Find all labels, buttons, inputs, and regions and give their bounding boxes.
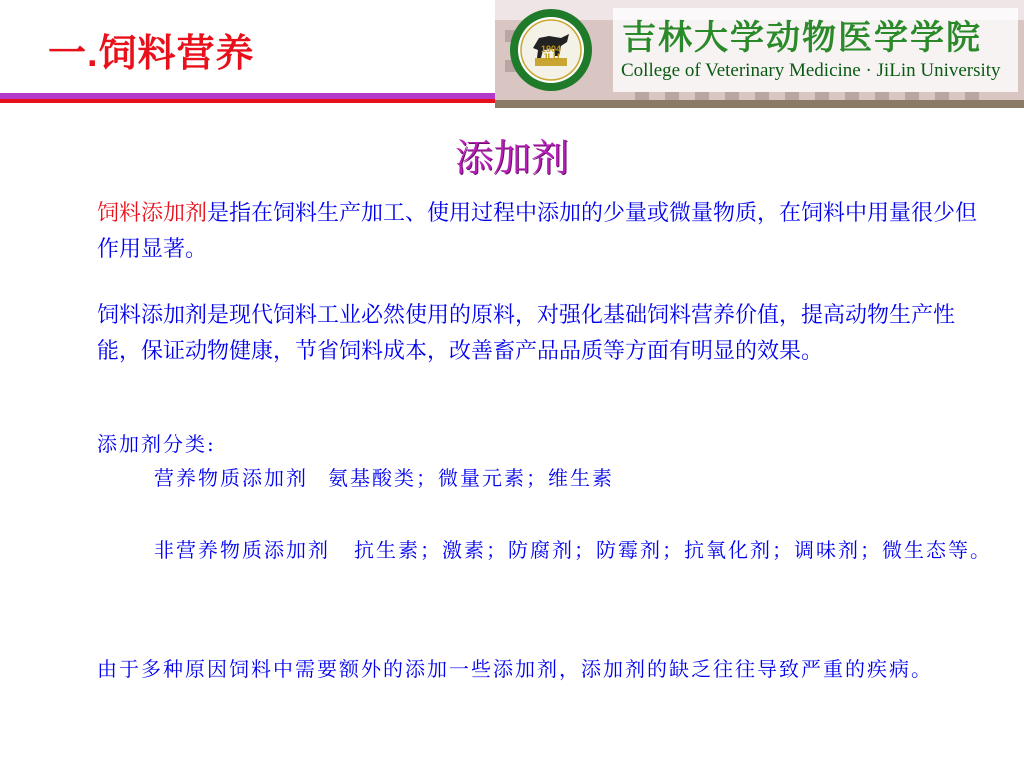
non-nutritive-items: 抗生素；激素；防腐剂；防霉剂；抗氧化剂；调味剂；微生态等。 (354, 538, 992, 562)
college-name-en: College of Veterinary Medicine · JiLin University (621, 60, 1001, 81)
emblem-year: 1904 (540, 44, 562, 54)
nutritive-label: 营养物质添加剂 (154, 466, 308, 490)
definition-paragraph (97, 196, 997, 268)
underline-stripe-red (0, 99, 548, 103)
college-banner (495, 0, 1024, 108)
emblem-abbr: JLU (542, 52, 560, 62)
non-nutritive-additives-row (97, 534, 997, 566)
definition-term: 饲料添加剂 (97, 201, 208, 226)
importance-paragraph: 饲料添加剂是现代饲料工业必然使用的原料，对强化基础饲料营养价值，提高动物生产性能，保证动物健康，节省饲料成本，改善畜产品品质等方面有明显的效果。 (97, 303, 956, 364)
slide-heading: 添加剂 (454, 136, 569, 180)
definition-text: 是指在饲料生产加工、使用过程中添加的少量或微量物质，在饲料中用量很少但作用显著。 (97, 201, 978, 262)
nutritive-additives-row (154, 462, 614, 491)
college-name-cn: 吉林大学动物医学学院 (622, 18, 982, 58)
classification-title: 添加剂分类: (97, 432, 216, 456)
nutritive-items: 氨基酸类；微量元素；维生素 (328, 466, 614, 490)
title-underline-bar (0, 93, 548, 105)
section-title: 一.饲料营养 (48, 33, 255, 75)
non-nutritive-label: 非营养物质添加剂 (154, 538, 330, 562)
closing-paragraph: 由于多种原因饲料中需要额外的添加一些添加剂，添加剂的缺乏往往导致严重的疾病。 (97, 657, 933, 681)
